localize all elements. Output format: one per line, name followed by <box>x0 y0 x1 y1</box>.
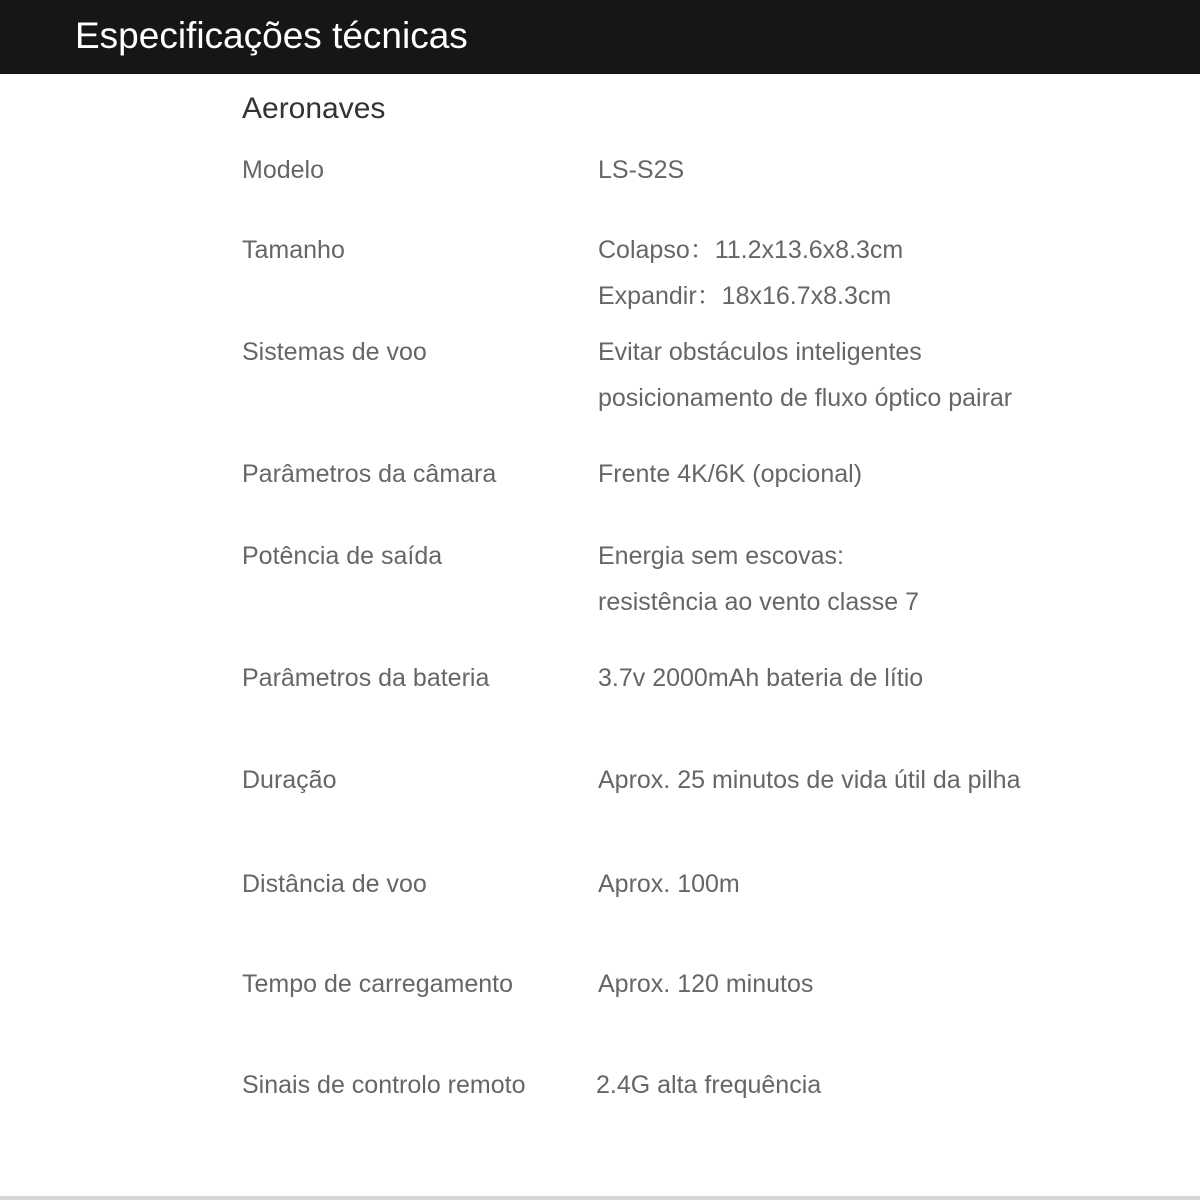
page-title: Especificações técnicas <box>75 15 468 56</box>
header-bar <box>0 0 1200 74</box>
spec-value-line: Expandir：18x16.7x8.3cm <box>598 282 892 310</box>
spec-label: Tempo de carregamento <box>242 970 513 998</box>
spec-label: Potência de saída <box>242 542 443 570</box>
spec-value <box>598 234 903 312</box>
spec-value-line: Evitar obstáculos inteligentes <box>598 338 922 366</box>
spec-value <box>598 540 919 618</box>
spec-value <box>598 336 1012 414</box>
spec-value-line: Energia sem escovas: <box>598 542 844 570</box>
spec-value-line: Colapso：11.2x13.6x8.3cm <box>598 236 904 264</box>
spec-label: Parâmetros da câmara <box>242 460 497 488</box>
spec-label: Parâmetros da bateria <box>242 664 490 692</box>
spec-label: Duração <box>242 766 337 794</box>
spec-value-line: 3.7v 2000mAh bateria de lítio <box>598 664 924 692</box>
spec-value-line: 2.4G alta frequência <box>596 1071 822 1099</box>
spec-value <box>598 868 740 900</box>
spec-value <box>598 154 684 186</box>
spec-value-line: Aprox. 120 minutos <box>598 970 814 998</box>
spec-value <box>598 764 1020 796</box>
spec-value <box>598 662 923 694</box>
spec-value-line: Aprox. 25 minutos de vida útil da pilha <box>598 766 1021 794</box>
bottom-divider <box>0 1196 1200 1200</box>
spec-value <box>598 968 813 1000</box>
spec-label: Tamanho <box>242 236 345 264</box>
spec-value-line: Aprox. 100m <box>598 870 740 898</box>
spec-value-line: Frente 4K/6K (opcional) <box>598 460 863 488</box>
section-title: Aeronaves <box>242 92 386 125</box>
spec-label: Sinais de controlo remoto <box>242 1071 526 1099</box>
spec-value-line: posicionamento de fluxo óptico pairar <box>598 384 1013 412</box>
spec-value <box>598 458 862 490</box>
spec-label: Distância de voo <box>242 870 427 898</box>
spec-value-line: LS-S2S <box>598 156 685 184</box>
spec-value <box>596 1069 821 1101</box>
spec-value-line: resistência ao vento classe 7 <box>598 588 920 616</box>
spec-label: Sistemas de voo <box>242 338 427 366</box>
spec-label: Modelo <box>242 156 324 184</box>
